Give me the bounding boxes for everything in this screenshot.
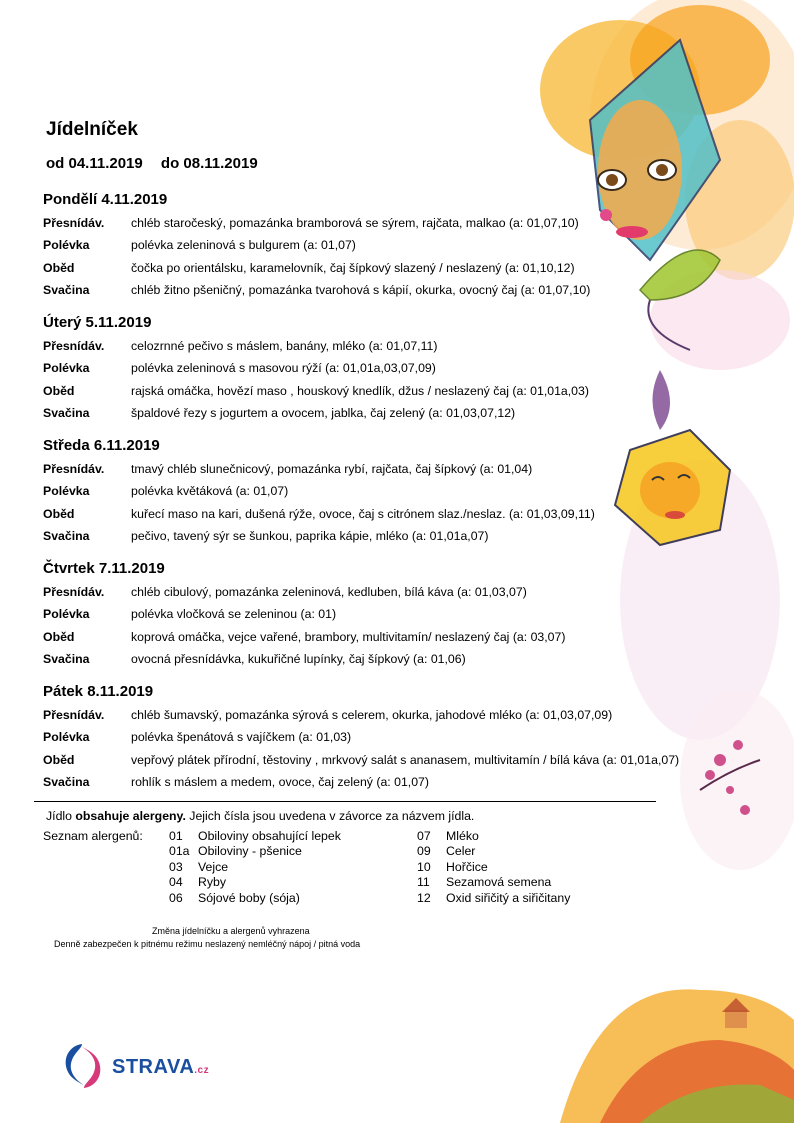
meal-row [43, 605, 743, 627]
meal-label: Přesnídáv. [43, 216, 105, 230]
meal-row [43, 281, 743, 303]
day-title: Čtvrtek 7.11.2019 [43, 560, 165, 577]
day-title: Pátek 8.11.2019 [43, 683, 154, 700]
section-divider [34, 801, 656, 802]
meal-label: Oběd [43, 260, 75, 275]
page-title: Jídelníček [46, 119, 138, 140]
meal-label: Svačina [43, 774, 90, 789]
meal-text: chléb šumavský, pomazánka sýrová s celerem, okurka, jahodové mléko (a: 01,03,07,09) [131, 708, 613, 722]
meal-text: polévka špenátová s vajíčkem (a: 01,03) [131, 730, 352, 745]
meal-label: Polévka [43, 361, 90, 376]
date-range [46, 155, 258, 172]
allergen-number: 01a [169, 844, 190, 859]
day-wednesday [43, 436, 743, 549]
allergen-number: 06 [169, 890, 183, 905]
meal-label: Přesnídáv. [43, 585, 105, 599]
meal-text: čočka po orientálsku, karamelovník, čaj šípkový slazený / neslazený (a: 01,10,12) [131, 260, 575, 275]
day-title: Úterý 5.11.2019 [43, 314, 152, 331]
meal-row [43, 214, 743, 236]
allergen-note-bold: obsahuje alergeny. [75, 809, 186, 823]
meal-row [43, 751, 743, 773]
meal-row [43, 236, 743, 258]
meal-text: polévka zeleninová s masovou rýží (a: 01,01a,03,07,09) [131, 361, 436, 376]
allergen-name: Oxid siřičitý a siřičitany [446, 890, 571, 905]
meal-label: Přesnídáv. [43, 462, 105, 476]
meal-text: vepřový plátek přírodní, těstoviny , mrkvový salát s ananasem, multivitamín / bílá káva (a: 01,01a,07) [131, 752, 680, 767]
meal-row [43, 773, 743, 795]
allergen-name: Mléko [446, 829, 479, 843]
strava-logo [58, 1040, 208, 1092]
meal-row [43, 359, 743, 381]
allergen-name: Sójové boby (sója) [198, 890, 300, 905]
meal-row [43, 706, 743, 728]
meal-label: Přesnídáv. [43, 708, 105, 722]
meal-text: chléb staročeský, pomazánka bramborová se sýrem, rajčata, malkao (a: 01,07,10) [131, 216, 579, 230]
meal-label: Oběd [43, 506, 75, 521]
day-title: Středa 6.11.2019 [43, 437, 160, 454]
meal-row [43, 728, 743, 750]
allergen-name: Obiloviny obsahující lepek [198, 829, 341, 843]
meal-label: Svačina [43, 528, 90, 543]
meal-label: Oběd [43, 629, 75, 644]
day-tuesday [43, 313, 743, 426]
strava-logo-name: STRAVA [112, 1056, 195, 1078]
meal-text: špaldové řezy s jogurtem a ovocem, jablka, čaj zelený (a: 01,03,07,12) [131, 405, 516, 420]
allergen-name: Ryby [198, 875, 227, 890]
allergen-name: Celer [446, 844, 476, 859]
allergen-note [46, 808, 474, 824]
allergen-number: 11 [417, 875, 430, 890]
meal-label: Oběd [43, 383, 75, 398]
allergen-name: Hořčice [446, 859, 488, 874]
meal-text: polévka květáková (a: 01,07) [131, 484, 289, 499]
meal-row [43, 650, 743, 672]
allergen-note-rest: Jejich čísla jsou uvedena v závorce za názvem jídla. [185, 809, 475, 823]
allergen-note-prefix: Jídlo [46, 809, 76, 823]
meal-row [43, 460, 743, 482]
allergen-name: Vejce [198, 859, 229, 874]
meal-text: polévka zeleninová s bulgurem (a: 01,07) [131, 238, 356, 253]
date-to: do 08.11.2019 [160, 155, 258, 172]
strava-logo-text [112, 1056, 209, 1079]
allergen-number: 07 [417, 829, 431, 843]
meal-text: rohlík s máslem a medem, ovoce, čaj zelený (a: 01,07) [131, 774, 429, 789]
allergen-number: 04 [169, 875, 183, 890]
allergen-number: 12 [417, 890, 431, 905]
meal-row [43, 527, 743, 549]
footer-drink-notice: Denně zabezpečen k pitnému režimu neslazený nemléčný nápoj / pitná voda [54, 939, 361, 949]
meal-row [43, 628, 743, 650]
meal-row [43, 259, 743, 281]
strava-logo-suffix: .cz [194, 1065, 210, 1076]
meal-label: Polévka [43, 730, 90, 745]
footer-change-notice: Změna jídelníčku a alergenů vyhrazena [152, 926, 310, 936]
meal-row [43, 404, 743, 426]
meal-text: kuřecí maso na kari, dušená rýže, ovoce, čaj s citrónem slaz./neslaz. (a: 01,03,09,11) [131, 506, 595, 521]
allergen-name: Obiloviny - pšenice [198, 844, 302, 859]
meal-label: Přesnídáv. [43, 339, 105, 353]
meal-row [43, 482, 743, 504]
allergen-number: 10 [417, 859, 431, 874]
date-from: od 04.11.2019 [46, 155, 143, 172]
allergen-number: 09 [417, 844, 431, 859]
meal-text: tmavý chléb slunečnicový, pomazánka rybí, rajčata, čaj šípkový (a: 01,04) [131, 462, 533, 476]
meal-label: Polévka [43, 484, 90, 499]
meal-row [43, 382, 743, 404]
day-title: Pondělí 4.11.2019 [43, 191, 168, 208]
meal-text: pečivo, tavený sýr se šunkou, paprika kápie, mléko (a: 01,01a,07) [131, 528, 489, 543]
allergen-number: 03 [169, 859, 183, 874]
meal-text: ovocná přesnídávka, kukuřičné lupínky, čaj šípkový (a: 01,06) [131, 651, 466, 666]
meal-label: Svačina [43, 651, 90, 666]
allergen-list-label: Seznam alergenů: [43, 829, 143, 843]
day-friday [43, 682, 743, 795]
meal-text: koprová omáčka, vejce vařené, brambory, multivitamín/ neslazený čaj (a: 03,07) [131, 629, 566, 644]
meal-text: rajská omáčka, hovězí maso , houskový knedlík, džus / neslazený čaj (a: 01,01a,03) [131, 383, 589, 398]
meal-text: polévka vločková se zeleninou (a: 01) [131, 607, 337, 622]
meal-label: Svačina [43, 405, 90, 420]
meal-text: chléb žitno pšeničný, pomazánka tvarohová s kápií, okurka, ovocný čaj (a: 01,07,10) [131, 282, 591, 297]
meal-text: chléb cibulový, pomazánka zeleninová, kedluben, bílá káva (a: 01,03,07) [131, 585, 527, 599]
meal-label: Oběd [43, 752, 75, 767]
day-monday [43, 190, 743, 303]
strava-logo-icon [58, 1040, 108, 1092]
meal-row [43, 505, 743, 527]
day-thursday [43, 559, 743, 672]
allergen-name: Sezamová semena [446, 875, 552, 890]
allergen-number: 01 [169, 829, 183, 843]
meal-row [43, 583, 743, 605]
meal-label: Polévka [43, 607, 90, 622]
meal-label: Svačina [43, 282, 90, 297]
meal-text: celozrnné pečivo s máslem, banány, mléko (a: 01,07,11) [131, 339, 438, 353]
meal-row [43, 337, 743, 359]
meal-label: Polévka [43, 238, 90, 253]
